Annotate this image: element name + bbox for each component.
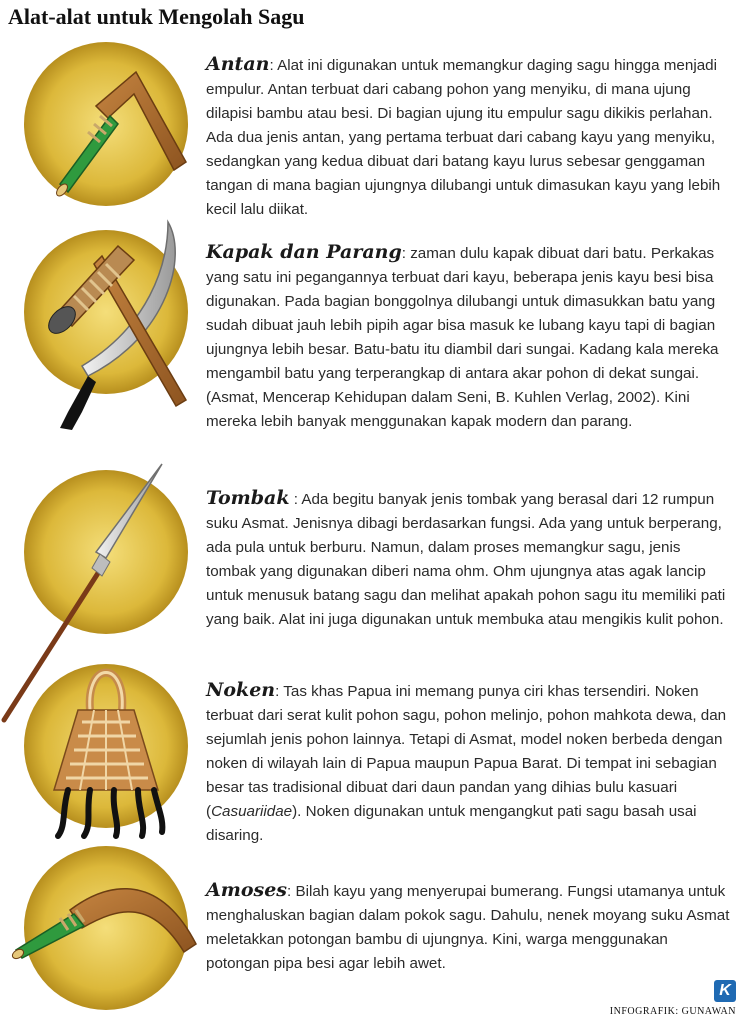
infographic-credit: INFOGRAFIK: GUNAWAN <box>609 1006 736 1017</box>
item-name: Tombak <box>206 487 290 509</box>
item-name: Kapak dan Parang <box>206 241 402 263</box>
item-kapak-dan-parang <box>206 240 734 434</box>
item-noken <box>206 678 734 848</box>
axe-machete-icon <box>18 216 198 436</box>
item-description: Tas khas Papua ini memang punya ciri khas tersendiri. Noken terbuat dari serat kulit pohon sagu, pohon melinjo, pohon mahkota dewa, dan sejumlah jenis pohon lainnya. Tetapi di Asmat, model noken berbeda dengan noken di wilayah lain di Papua maupun Papua Barat. Di tempat ini sebagian besar tas tradisional dibuat dari daun pandan yang dihias bulu kasuari ( <box>206 683 727 820</box>
item-separator: : <box>401 245 411 262</box>
kompas-logo: K <box>714 980 736 1002</box>
item-tombak <box>206 486 734 632</box>
item-description: zaman dulu kapak dibuat dari batu. Perkakas yang satu ini pegangannya terbuat dari kayu, beberapa jenis kayu besi bisa digunakan. Pada bagian bonggolnya dilubangi untuk dimasukkan batu yang sudah dibuat jauh lebih pipih agar bisa masuk ke lubang kayu tapi di bagian ujungnya lebih besar. Batu-batu itu diambil dari sungai. Kadang kala mereka mengambil batu yang terperangkap di antara akar pohon di dekat sungai. (Asmat, Mencerap Kehidupan dalam Seni, B. Kuhlen Verlag, 2002). Kini mereka lebih banyak menggunakan kapak modern dan parang. <box>206 245 719 430</box>
item-description: Ada begitu banyak jenis tombak yang berasal dari 12 rumpun suku Asmat. Jenisnya dibagi berdasarkan fungsi. Ada yang untuk berperang, ada pula untuk berburu. Namun, dalam proses memangkur sagu, jenis tombak yang digunakan diberi nama ohm. Ohm ujungnya atas agak lancip untuk menusuk batang sagu dan melihat apakah pohon sagu itu memiliki pati yang baik. Alat ini juga digunakan untuk membuka atau mengikis kulit pohon. <box>206 491 726 628</box>
amoses-tool-icon <box>10 840 200 1010</box>
item-description: Bilah kayu yang menyerupai bumerang. Fungsi utamanya untuk menghaluskan bagian dalam pokok sagu. Dahulu, nenek moyang suku Asmat meletakkan potongan bambu di ujungnya. Kini, warga menggunakan potongan pipa besi agar lebih awet. <box>206 883 730 972</box>
item-separator: : <box>275 683 284 700</box>
item-separator: : <box>289 491 302 508</box>
item-antan <box>206 52 734 222</box>
scientific-name: Casuariidae <box>211 803 293 820</box>
noken-bag-icon <box>18 640 198 840</box>
item-name: Antan <box>206 53 270 75</box>
antan-tool-icon <box>18 36 198 216</box>
item-description-end: ). Noken digunakan untuk mengangkut pati sagu basah usai disaring. <box>206 803 697 844</box>
page-title: Alat-alat untuk Mengolah Sagu <box>8 4 305 29</box>
item-name: Noken <box>206 679 276 701</box>
item-separator: : <box>269 57 278 74</box>
item-name: Amoses <box>206 879 288 901</box>
item-separator: : <box>287 883 296 900</box>
item-description: Alat ini digunakan untuk memangkur daging sagu hingga menjadi empulur. Antan terbuat dari cabang pohon yang menyiku, di mana ujung dilapisi bambu atau besi. Di bagian ujung itu empulur sagu dikikis perlahan. Ada dua jenis antan, yang pertama terbuat dari cabang kayu yang menyiku, sedangkan yang kedua dibuat dari batang kayu lurus sebesar genggaman tangan di mana bagian ujungnya dilubangi untuk dimasukan kayu yang lebih kecil lalu diikat. <box>206 57 721 218</box>
item-amoses <box>206 878 734 976</box>
